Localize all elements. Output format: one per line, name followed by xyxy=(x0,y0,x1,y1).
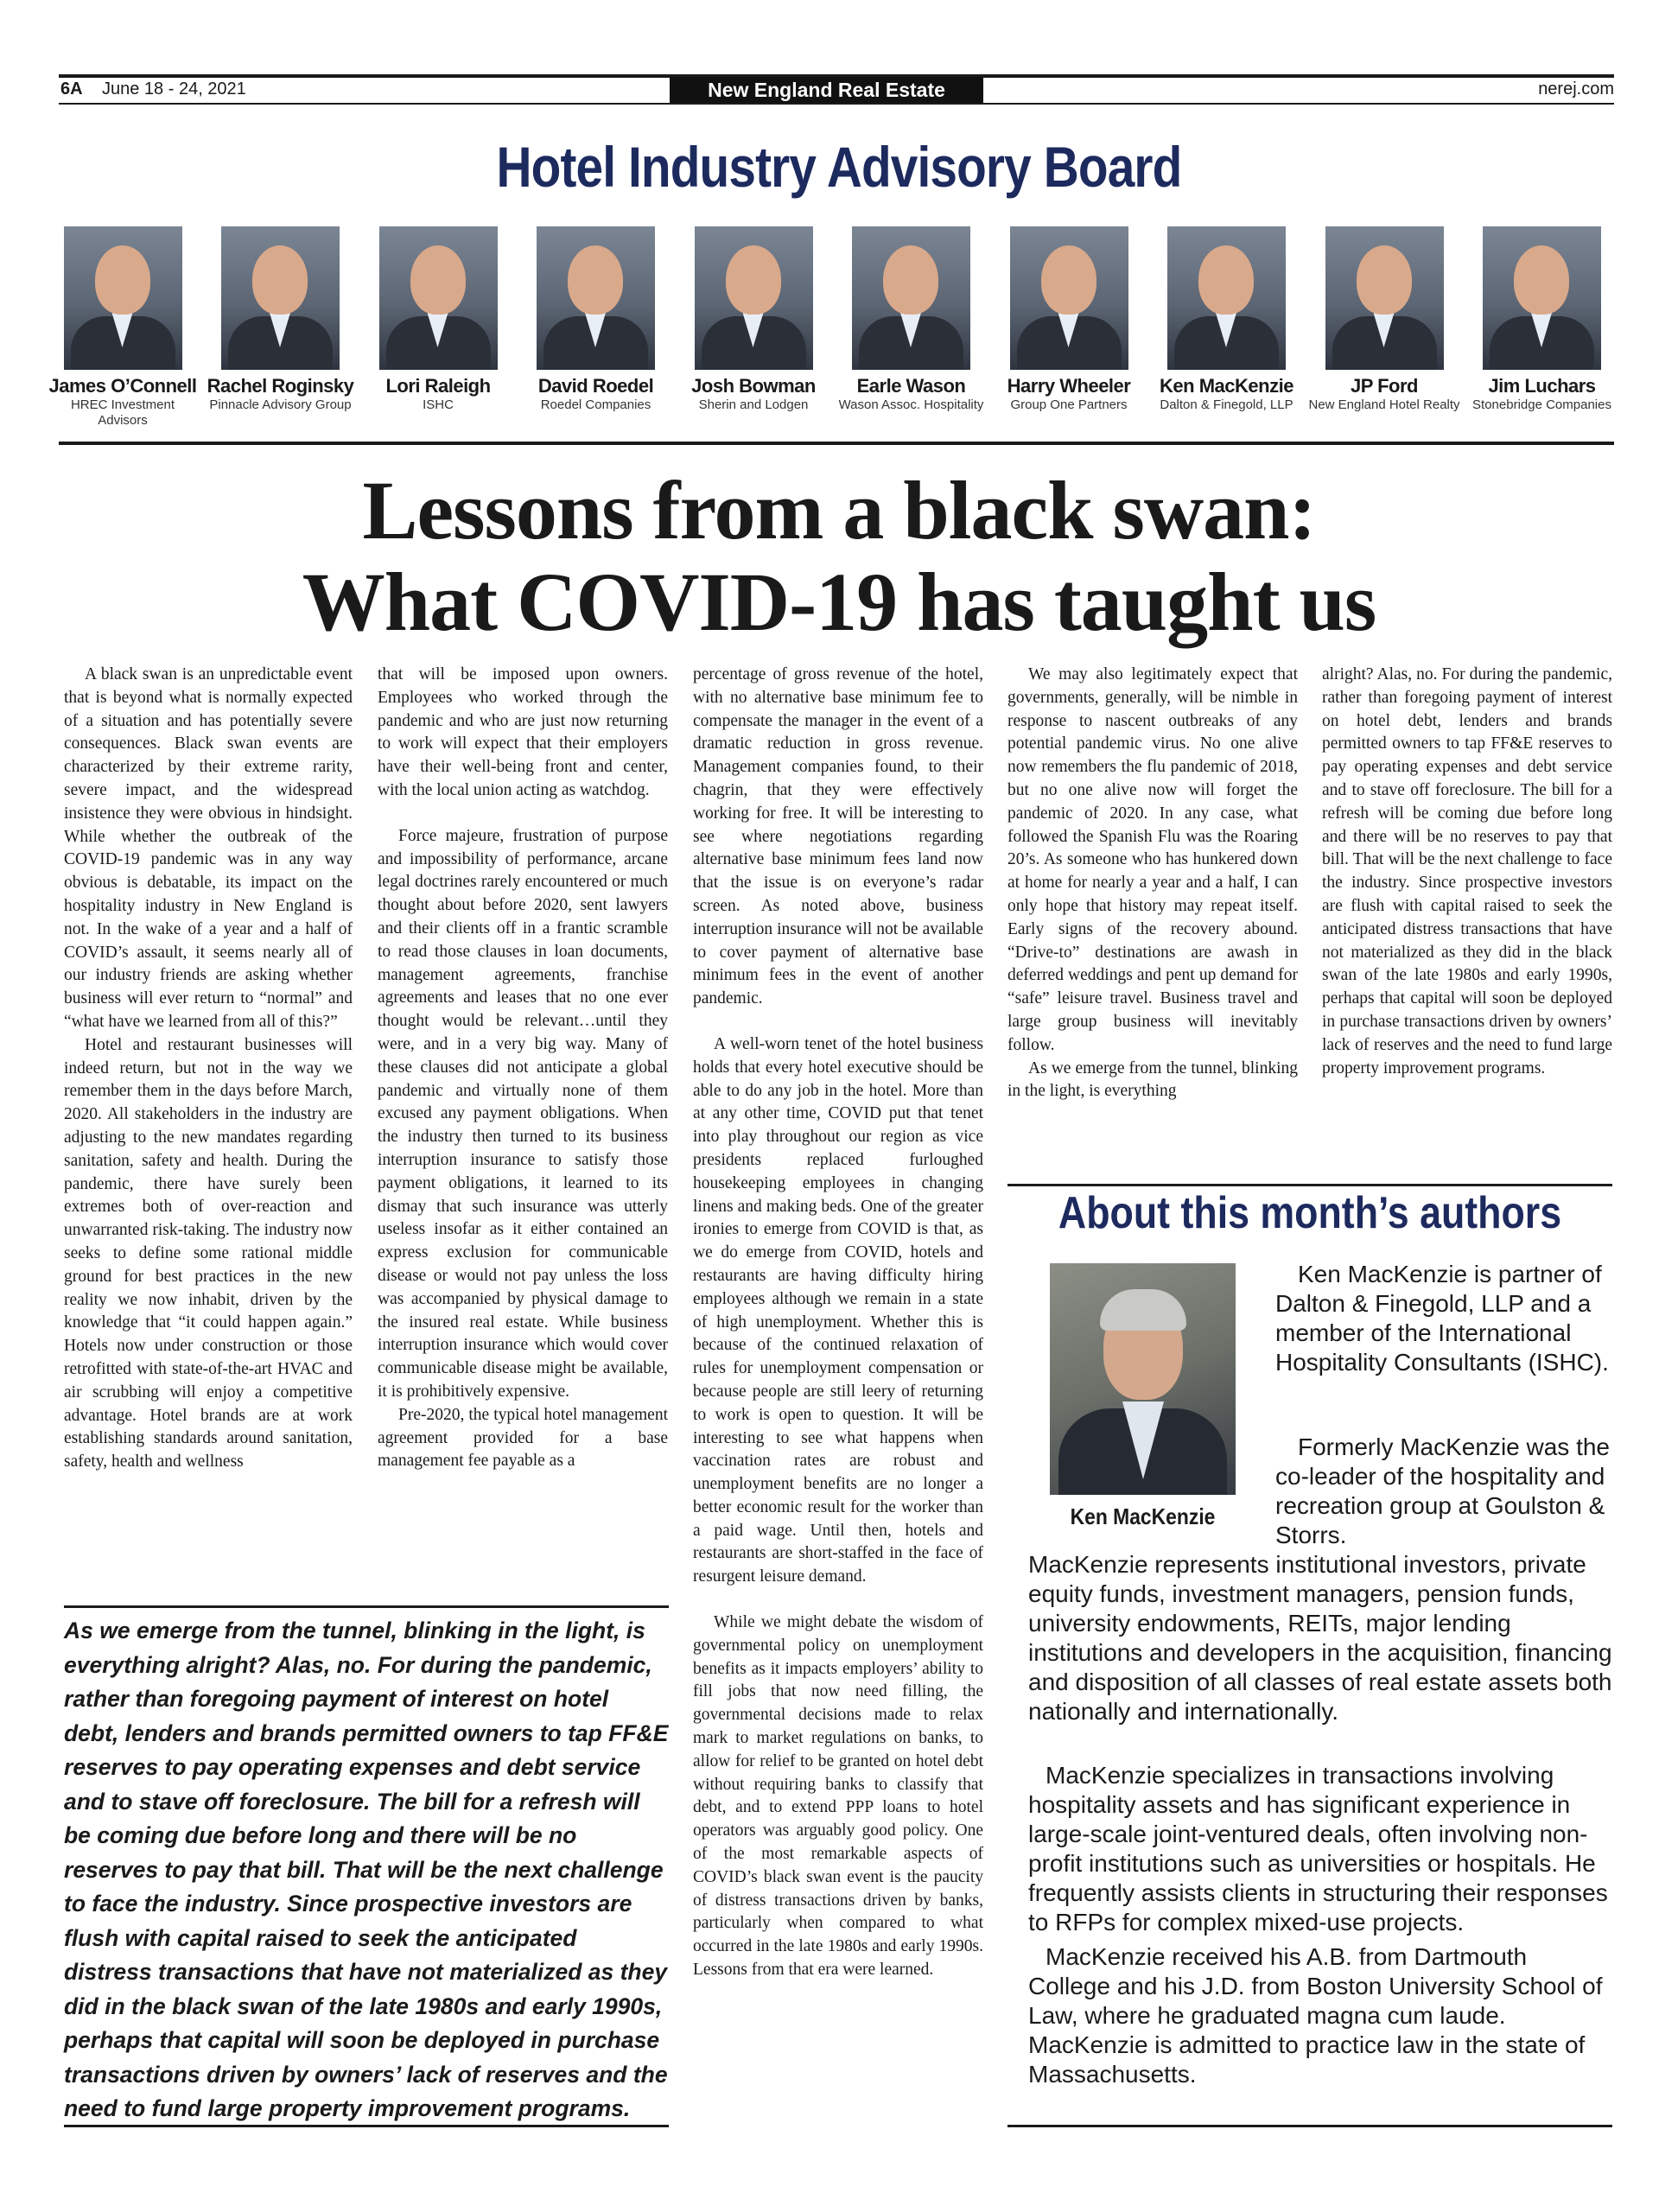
member-organization: Pinnacle Advisory Group xyxy=(209,397,352,412)
pull-quote: As we emerge from the tunnel, blinking in the light, is everything alright? Alas, no. For during the pandemic, rather than foregoing payment of interest on hotel debt, lenders and brands permitted owners to tap FF&E reserves to pay operating expenses and debt service and to stave off foreclosure. The bill for a refresh will be coming due before long and there will be no reserves to pay that bill. That will be the next challenge to face the industry. Since prospective investors are flush with capital raised to seek the anticipated distress transactions that have not materialized as they did in the black swan of the late 1980s and early 1990s, perhaps that capital will soon be deployed in purchase transactions driven by owners’ lack of reserves and the need to fund large property improvement programs. xyxy=(64,1618,669,2121)
paragraph: A well-worn tenet of the hotel business holds that every hotel executive should be able to do any job in the hotel. More than at any other time, COVID put that tenet into play throughout our region as vice presidents replaced furloughed housekeeping employees in changing linens and making beds. One of the greater ironies to emerge from COVID is that, as we do emerge from COVID, hotels and restaurants are having difficulty hiring employees although we remain in a state of high unemployment. Whether this is because of the continued relaxation of rules for unemployment compensation or because people are still leery of returning to work is open to question. It will be interesting to see what happens when vaccination rates are robust and unemployment benefits are no longer a better economic result for the worker than a paid wage. Until then, hotels and restaurants are short-staffed in the face of resurgent leisure demand. xyxy=(693,1034,983,1586)
member-photo xyxy=(1010,226,1128,370)
paragraph: A black swan is an unpredictable event that is beyond what is normally expected of a situation and has potentially severe consequences. Black swan events are characterized by their extreme rarity, severe impact, and the widespread insistence they were obvious in hindsight. While whether the outbreak of the COVID-19 pandemic was in any way obvious is debatable, its impact on the hospitality industry in New England is not. In the wake of a year and a half of COVID’s assault, it seems nearly all of our industry friends are asking whether business will ever return to “normal” and “what have we learned from all of this?” xyxy=(64,665,353,1031)
board-member xyxy=(518,226,674,413)
member-organization: Wason Assoc. Hospitality xyxy=(838,397,984,412)
author-bio-paragraph: MacKenzie received his A.B. from Dartmouth College and his J.D. from Boston University School of Law, where he graduated magna cum laude. MacKenzie is admitted to practice law in the state of Massachusetts. xyxy=(1028,1943,1603,2088)
board-title: Hotel Industry Advisory Board xyxy=(496,135,1182,199)
board-member xyxy=(1465,226,1620,413)
member-photo xyxy=(379,226,498,370)
about-bottom-rule xyxy=(1007,2125,1612,2127)
author-bio-paragraph: Ken MacKenzie is partner of Dalton & Finegold, LLP and a member of the International Hospitality Consultants (ISHC). xyxy=(1275,1261,1609,1376)
board-divider xyxy=(59,442,1614,445)
member-name: Josh Bowman xyxy=(691,375,816,397)
member-name: Lori Raleigh xyxy=(385,375,491,397)
member-organization: Roedel Companies xyxy=(540,397,651,412)
board-member xyxy=(203,226,359,413)
member-name: Rachel Roginsky xyxy=(207,375,354,397)
member-photo xyxy=(695,226,813,370)
member-name: Ken MacKenzie xyxy=(1160,375,1293,397)
author-photo xyxy=(1050,1263,1236,1495)
member-organization: Dalton & Finegold, LLP xyxy=(1160,397,1293,412)
member-photo xyxy=(537,226,655,370)
board-member xyxy=(1149,226,1305,413)
article-column-5 xyxy=(1322,664,1612,1080)
author-bio-paragraph: Formerly MacKenzie was the co-leader of the hospitality and recreation group at Goulston & Storrs. xyxy=(1275,1433,1611,1548)
article-column-4 xyxy=(1007,664,1298,1103)
about-top-rule xyxy=(1007,1184,1612,1186)
member-name: David Roedel xyxy=(537,375,654,397)
member-organization: Stonebridge Companies xyxy=(1472,397,1611,412)
member-photo xyxy=(64,226,182,370)
member-organization: HREC Investment Advisors xyxy=(70,397,175,428)
board-member xyxy=(45,226,200,429)
board-member xyxy=(360,226,516,413)
page-number: 6A xyxy=(60,79,83,99)
paragraph: Hotel and restaurant businesses will indeed return, but not in the way we remember them in the days before March, 2020. All stakeholders in the industry are adjusting to the new mandates regarding sanitation, safety and health. During the pandemic, there have surely been extremes both of over-reaction and unwarranted risk-taking. The industry now seeks to define some rational middle ground for best practices in the new reality we now inhabit, driven by the knowledge that “it could happen again.” Hotels now under construction or those retrofitted with state-of-the-art HVAC and air scrubbing will enjoy a competitive advantage. Hotel brands are at work establishing standards around sanitation, safety, health and wellness xyxy=(64,1035,353,1471)
article-column-2 xyxy=(378,664,668,1473)
paragraph: As we emerge from the tunnel, blinking in the light, is everything xyxy=(1007,1058,1298,1101)
member-photo xyxy=(1325,226,1444,370)
website-url[interactable]: nerej.com xyxy=(1538,79,1614,99)
pull-quote-top-rule xyxy=(64,1605,669,1608)
member-organization: Sherin and Lodgen xyxy=(698,397,809,412)
member-organization: ISHC xyxy=(423,397,454,412)
author-photo-caption: Ken MacKenzie xyxy=(1070,1503,1216,1529)
issue-date: June 18 - 24, 2021 xyxy=(102,79,246,99)
journal-name: New England Real Estate Journal xyxy=(670,77,983,103)
paragraph: percentage of gross revenue of the hotel, with no alternative base minimum fee to compensate the manager in the event of a dramatic reduction in gross revenue. Management companies found, to their chagrin, that they were effectively working for free. It will be interesting to see where negotiations regarding alternative base minimum fees land now that the issue is on everyone’s radar screen. As noted above, business interruption insurance will not be available to cover payment of alternative base minimum fees in the event of another pandemic. xyxy=(693,665,983,1008)
member-name: Jim Luchars xyxy=(1488,375,1596,397)
member-photo xyxy=(852,226,970,370)
board-member xyxy=(676,226,831,413)
author-bio-paragraph: MacKenzie specializes in transactions involving hospitality assets and has significant experience in large-scale joint-ventured deals, often involving non-profit institutions such as universities or hospitals. He frequently assists clients in structuring their responses to RFPs for complex mixed-use projects. xyxy=(1028,1762,1608,1936)
board-member xyxy=(991,226,1147,413)
member-organization: Group One Partners xyxy=(1010,397,1128,412)
paragraph: that will be imposed upon owners. Employees who worked through the pandemic and who are just now returning to work will expect that their employers have their well-being front and center, with the local union acting as watchdog. xyxy=(378,665,668,799)
author-bio-paragraph: MacKenzie represents institutional investors, private equity funds, investment managers, pension funds, university endowments, REITs, major lending institutions and developers in the acquisition, financing and disposition of all classes of real estate assets both nationally and internationally. xyxy=(1028,1551,1612,1725)
member-name: James O’Connell xyxy=(48,375,197,397)
board-member xyxy=(1306,226,1462,413)
article-column-3 xyxy=(693,664,983,1982)
paragraph: While we might debate the wisdom of governmental policy on unemployment benefits as it impacts employers’ ability to fill jobs that now need filling, the governmental decisions made to relax mark to market regulations on banks, to allow for relief to be granted on hotel debt without requiring banks to classify that debt, and to extend PPP loans to hotel operators was arguably good policy. One of the most remarkable aspects of COVID’s black swan event is the paucity of distress transactions driven by banks, particularly when compared to what occurred in the late 1980s and early 1990s. Lessons from that era were learned. xyxy=(693,1613,983,1980)
member-organization: New England Hotel Realty xyxy=(1308,397,1460,412)
member-name: Harry Wheeler xyxy=(1007,375,1131,397)
member-name: JP Ford xyxy=(1350,375,1418,397)
article-headline xyxy=(0,465,1678,648)
headline-line-1: Lessons from a black swan: xyxy=(362,464,1316,556)
member-photo xyxy=(1483,226,1601,370)
article-column-1 xyxy=(64,664,353,1474)
paragraph: We may also legitimately expect that governments, generally, will be nimble in response to nascent outbreaks of any potential pandemic virus. No one alive now remembers the flu pandemic of 2018, but no one alive now will forget the pandemic of 2020. In any case, what followed the Spanish Flu was the Roaring 20’s. As someone who has hunkered down at home for nearly a year and a half, I can only hope that history may repeat itself. Early signs of the recovery abound. “Drive-to” destinations are awash in deferred weddings and pent up demand for “safe” leisure travel. Business travel and large group business will inevitably follow. xyxy=(1007,665,1298,1054)
board-member xyxy=(834,226,989,413)
member-photo xyxy=(1167,226,1286,370)
paragraph: Pre-2020, the typical hotel management agreement provided for a base management fee payable as a xyxy=(378,1405,668,1471)
about-authors-title: About this month’s authors xyxy=(1058,1188,1562,1238)
member-name: Earle Wason xyxy=(856,375,966,397)
paragraph: Force majeure, frustration of purpose and impossibility of performance, arcane legal doctrines rarely encountered or much thought about before 2020, sent lawyers and their clients off in a frantic scramble to read those clauses in loan documents, management agreements, franchise agreements and leases that no one ever thought would be relevant…until they were, and in a very big way. Many of these clauses did not anticipate a global pandemic and virtually none of them excused any payment obligations. When the industry then turned to its business interruption insurance to satisfy those payment obligations, it learned to its dismay that such insurance was utterly useless insofar as it either contained an express exclusion for communicable disease or would not pay unless the loss was accompanied by physical damage to the insured real estate. While business interruption insurance which would cover communicable disease might be available, it is prohibitively expensive. xyxy=(378,826,668,1401)
member-photo xyxy=(221,226,340,370)
pull-quote-bottom-rule xyxy=(64,2125,669,2127)
headline-line-2: What COVID-19 has taught us xyxy=(302,556,1376,648)
paragraph: alright? Alas, no. For during the pandemic, rather than foregoing payment of interest on hotel debt, lenders and brands permitted owners to tap FF&E reserves to pay operating expenses and debt service and to stave off foreclosure. The bill for a refresh will be coming due before long and there will be no reserves to pay that bill. That will be the next challenge to face the industry. Since prospective investors are flush with capital raised to seek the anticipated distress transactions that have not materialized as they did in the black swan of the late 1980s and early 1990s, perhaps that capital will soon be deployed in purchase transactions driven by owners’ lack of reserves and the need to fund large property improvement programs. xyxy=(1322,665,1612,1077)
header-bottom-rule xyxy=(59,103,1614,105)
